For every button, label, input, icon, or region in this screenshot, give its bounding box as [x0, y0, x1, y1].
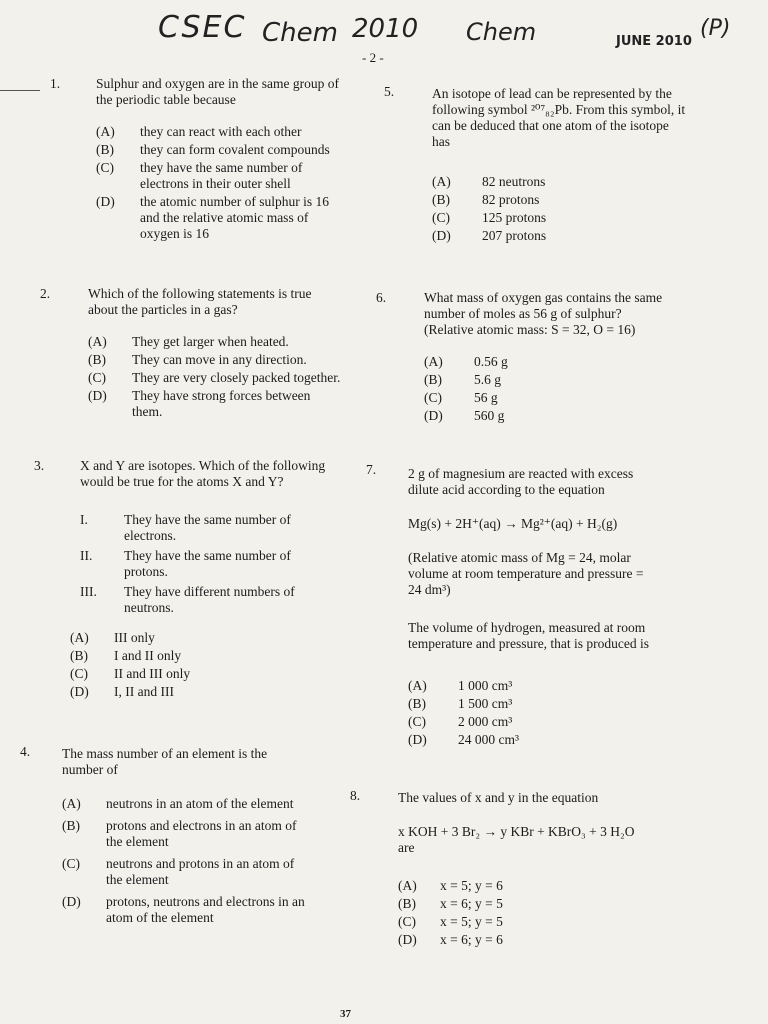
option-text-line: the element	[106, 834, 169, 849]
equation-suffix: are	[398, 840, 415, 855]
option-label: (B)	[62, 818, 80, 833]
option-label: (C)	[96, 160, 114, 175]
statement	[80, 512, 360, 544]
option-text-line: 56 g	[474, 390, 498, 405]
question-stem-line: number of moles as 56 g of sulphur?	[424, 306, 622, 321]
option-text	[140, 160, 376, 192]
handwritten-chem: Chem	[262, 18, 338, 48]
option-text	[458, 732, 688, 748]
question-number: 2.	[40, 286, 51, 301]
answer-option	[70, 630, 360, 646]
option-label: (C)	[432, 210, 450, 225]
answer-option	[70, 648, 360, 664]
option-text-line: 82 protons	[482, 192, 540, 207]
option-label: (D)	[432, 228, 451, 243]
answer-option	[88, 370, 368, 386]
option-label: (C)	[62, 856, 80, 871]
option-text-line: electrons.	[124, 528, 177, 543]
handwritten-date: JUNE 2010	[616, 34, 692, 49]
option-text-line: x = 6; y = 5	[440, 896, 503, 911]
option-label: I.	[80, 512, 88, 527]
question-note	[408, 550, 708, 598]
answer-option	[62, 894, 342, 926]
question-stem	[96, 76, 386, 108]
question-ask-line: temperature and pressure, that is produced is	[408, 636, 650, 651]
option-text-line: 2 000 cm³	[458, 714, 513, 729]
option-text-line: electrons in their outer shell	[140, 176, 291, 191]
answer-option	[398, 896, 678, 912]
option-text-line: They get larger when heated.	[132, 334, 289, 349]
option-label: (D)	[62, 894, 81, 909]
option-label: (C)	[70, 666, 88, 681]
answer-option	[88, 334, 368, 350]
option-text-line: 125 protons	[482, 210, 547, 225]
question-stem	[398, 790, 698, 806]
question-stem	[88, 286, 378, 318]
option-text	[482, 228, 712, 244]
question-stem	[62, 746, 352, 778]
statement	[80, 548, 360, 580]
option-text-line: III only	[114, 630, 155, 645]
answer-option	[398, 932, 678, 948]
answer-option	[408, 678, 688, 694]
option-text-line: protons and electrons in an atom of	[106, 818, 297, 833]
option-text-line: They are very closely packed together.	[132, 370, 341, 385]
question-stem-line: has	[432, 134, 450, 149]
option-text-line: neutrons and protons in an atom of	[106, 856, 295, 871]
option-label: (A)	[424, 354, 443, 369]
option-text-line: 5.6 g	[474, 372, 501, 387]
option-text-line: the atomic number of sulphur is 16	[140, 194, 329, 209]
option-label: II.	[80, 548, 93, 563]
answer-option	[432, 228, 712, 244]
answer-option	[408, 714, 688, 730]
answer-option	[62, 818, 342, 850]
option-text	[132, 334, 368, 350]
question-number: 7.	[366, 462, 377, 477]
answer-option	[70, 684, 360, 700]
option-text	[440, 932, 678, 948]
question-number: 1.	[50, 76, 61, 91]
question-number: 8.	[350, 788, 361, 803]
option-text-line: x = 6; y = 6	[440, 932, 503, 947]
question-note-line: 24 dm³)	[408, 582, 451, 597]
answer-option	[70, 666, 360, 682]
option-label: (A)	[96, 124, 115, 139]
option-text-line: 560 g	[474, 408, 505, 423]
option-text-line: 82 neutrons	[482, 174, 546, 189]
answer-option	[88, 352, 368, 368]
option-text	[132, 352, 368, 368]
answer-option	[62, 856, 342, 888]
option-text-line: 1 000 cm³	[458, 678, 513, 693]
question-stem-line: dilute acid according to the equation	[408, 482, 605, 497]
question-stem	[80, 458, 370, 490]
handwritten-csec: CSEC	[158, 10, 247, 45]
option-text	[474, 354, 704, 370]
option-text-line: neutrons in an atom of the element	[106, 796, 294, 811]
option-text-line: they can react with each other	[140, 124, 302, 139]
option-text-line: 207 protons	[482, 228, 547, 243]
question-stem-line: X and Y are isotopes. Which of the following	[80, 458, 326, 473]
option-text-line: They can move in any direction.	[132, 352, 307, 367]
option-label: (A)	[398, 878, 417, 893]
option-text-line: I and II only	[114, 648, 182, 663]
option-label: (B)	[96, 142, 114, 157]
option-text-line: they have the same number of	[140, 160, 303, 175]
option-text-line: x = 5; y = 5	[440, 914, 503, 929]
option-text	[440, 914, 678, 930]
option-label: (B)	[408, 696, 426, 711]
option-text	[482, 210, 712, 226]
question-stem	[432, 86, 732, 150]
question-stem-line: the periodic table because	[96, 92, 236, 107]
answer-option	[424, 372, 704, 388]
option-text	[106, 856, 342, 888]
option-text	[114, 648, 360, 664]
option-label: (C)	[408, 714, 426, 729]
option-label: (D)	[70, 684, 89, 699]
answer-option	[96, 142, 376, 158]
option-text-line: II and III only	[114, 666, 191, 681]
question-stem-line: (Relative atomic mass: S = 32, O = 16)	[424, 322, 636, 337]
option-text	[114, 666, 360, 682]
option-text-line: 0.56 g	[474, 354, 508, 369]
option-text	[106, 796, 342, 812]
question-stem-line: following symbol ²⁰⁷₈₂Pb. From this symbol, it	[432, 102, 686, 117]
option-label: (A)	[62, 796, 81, 811]
page-number: - 2 -	[362, 50, 384, 65]
equation: x KOH + 3 Br₂ → y KBr + KBrO₃ + 3 H₂O	[398, 824, 635, 839]
answer-option	[424, 408, 704, 424]
option-label: (B)	[70, 648, 88, 663]
question-stem-line: would be true for the atoms X and Y?	[80, 474, 284, 489]
option-label: (A)	[88, 334, 107, 349]
answer-option	[62, 796, 342, 812]
question-stem-line: The values of x and y in the equation	[398, 790, 599, 805]
option-text	[458, 714, 688, 730]
option-text	[140, 194, 376, 242]
answer-option	[398, 878, 678, 894]
answer-option	[432, 174, 712, 190]
option-text	[132, 370, 368, 386]
option-text-line: They have strong forces between	[132, 388, 311, 403]
answer-option	[424, 354, 704, 370]
answer-option	[96, 124, 376, 140]
option-label: (D)	[408, 732, 427, 747]
option-label: (D)	[398, 932, 417, 947]
answer-option	[408, 732, 688, 748]
option-text-line: I, II and III	[114, 684, 174, 699]
option-label: (B)	[88, 352, 106, 367]
question-stem-line: about the particles in a gas?	[88, 302, 238, 317]
answer-option	[96, 194, 376, 242]
question-number: 6.	[376, 290, 387, 305]
question-stem-line: Sulphur and oxygen are in the same group of	[96, 76, 339, 91]
question-note-line: (Relative atomic mass of Mg = 24, molar	[408, 550, 631, 565]
option-text-line: the element	[106, 872, 169, 887]
option-text-line: They have the same number of	[124, 512, 291, 527]
option-text-line: and the relative atomic mass of	[140, 210, 309, 225]
option-label: (B)	[424, 372, 442, 387]
question-number: 3.	[34, 458, 45, 473]
option-label: (C)	[424, 390, 442, 405]
option-text-line: 24 000 cm³	[458, 732, 520, 747]
option-text	[440, 896, 678, 912]
option-text	[114, 630, 360, 646]
handwritten-chem-2: Chem	[466, 18, 537, 46]
question-note-line: volume at room temperature and pressure =	[408, 566, 644, 581]
option-text	[132, 388, 368, 420]
question-number: 4.	[20, 744, 31, 759]
option-text	[440, 878, 678, 894]
question-stem-line: What mass of oxygen gas contains the same	[424, 290, 663, 305]
question-stem-line: number of	[62, 762, 118, 777]
option-text	[106, 818, 342, 850]
option-text-line: protons, neutrons and electrons in an	[106, 894, 305, 909]
option-label: (D)	[88, 388, 107, 403]
option-label: (A)	[70, 630, 89, 645]
option-label: (D)	[96, 194, 115, 209]
option-text-line: them.	[132, 404, 163, 419]
option-text-line: atom of the element	[106, 910, 214, 925]
option-text-line: They have different numbers of	[124, 584, 295, 599]
option-text-line: 1 500 cm³	[458, 696, 513, 711]
answer-option	[432, 192, 712, 208]
option-text	[124, 584, 360, 616]
question-stem	[424, 290, 724, 338]
page-footer-number: 37	[340, 1008, 351, 1020]
question-ask-line: The volume of hydrogen, measured at room	[408, 620, 646, 635]
equation: Mg(s) + 2H⁺(aq) → Mg²⁺(aq) + H₂(g)	[408, 516, 618, 531]
answer-option	[432, 210, 712, 226]
option-text	[140, 142, 376, 158]
question-ask	[408, 620, 708, 652]
option-text	[124, 548, 360, 580]
option-text	[114, 684, 360, 700]
question-stem	[408, 466, 708, 498]
option-label: (C)	[398, 914, 416, 929]
option-text-line: x = 5; y = 6	[440, 878, 503, 893]
option-text	[474, 408, 704, 424]
option-text-line: neutrons.	[124, 600, 174, 615]
handwritten-year: 2010	[352, 14, 419, 44]
option-text	[140, 124, 376, 140]
option-label: (B)	[398, 896, 416, 911]
margin-line	[0, 90, 40, 91]
option-text	[482, 174, 712, 190]
option-text-line: They have the same number of	[124, 548, 291, 563]
statement	[80, 584, 360, 616]
question-stem-line: 2 g of magnesium are reacted with excess	[408, 466, 634, 481]
option-label: (A)	[408, 678, 427, 693]
option-label: (D)	[424, 408, 443, 423]
option-text-line: oxygen is 16	[140, 226, 209, 241]
option-label: (B)	[432, 192, 450, 207]
answer-option	[424, 390, 704, 406]
option-text	[474, 390, 704, 406]
answer-option	[398, 914, 678, 930]
option-text-line: they can form covalent compounds	[140, 142, 330, 157]
handwritten-mark: (P)	[700, 16, 731, 41]
question-stem-line: An isotope of lead can be represented by the	[432, 86, 672, 101]
option-text	[458, 696, 688, 712]
option-text-line: protons.	[124, 564, 168, 579]
option-text	[474, 372, 704, 388]
answer-option	[408, 696, 688, 712]
answer-option	[88, 388, 368, 420]
option-label: III.	[80, 584, 97, 599]
option-text	[124, 512, 360, 544]
question-stem-line: The mass number of an element is the	[62, 746, 268, 761]
question-stem-line: can be deduced that one atom of the isotope	[432, 118, 669, 133]
option-text	[458, 678, 688, 694]
option-label: (A)	[432, 174, 451, 189]
option-text	[482, 192, 712, 208]
answer-option	[96, 160, 376, 192]
option-text	[106, 894, 342, 926]
question-number: 5.	[384, 84, 395, 99]
option-label: (C)	[88, 370, 106, 385]
question-stem-line: Which of the following statements is true	[88, 286, 312, 301]
